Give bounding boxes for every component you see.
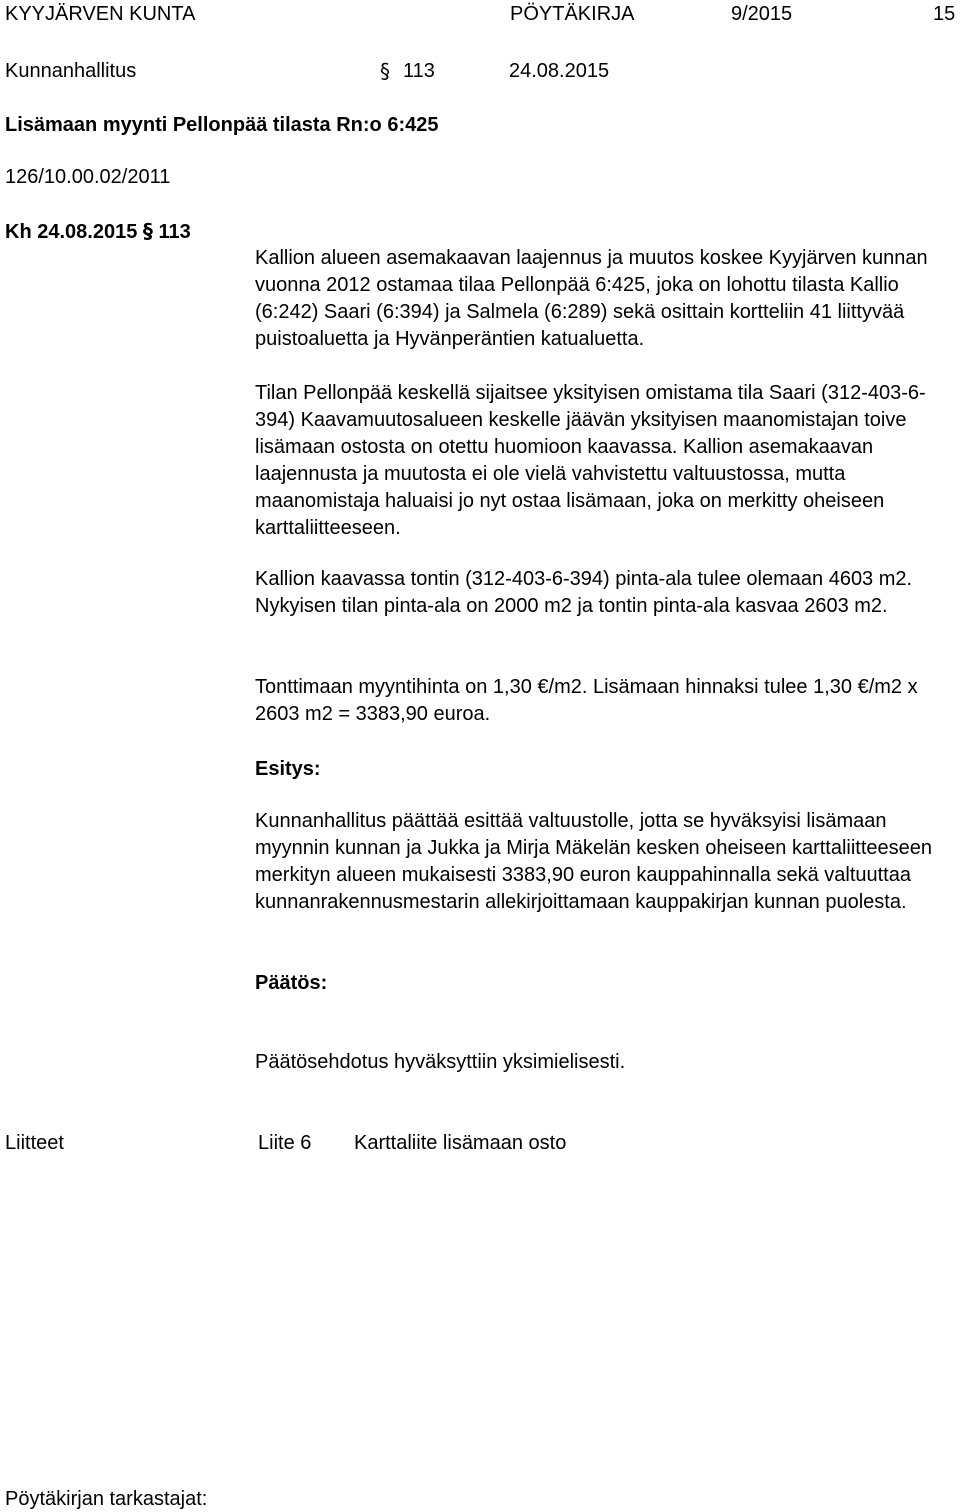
record-id: 126/10.00.02/2011: [5, 166, 171, 188]
attachments-label: Liitteet: [5, 1132, 64, 1154]
page-title: Lisämaan myynti Pellonpää tilasta Rn:o 6:425: [5, 114, 439, 136]
attachment-name: Karttaliite lisämaan osto: [354, 1132, 567, 1154]
proposal-heading: Esitys:: [255, 758, 321, 780]
paragraph-area: Kallion kaavassa tontin (312-403-6-394) pinta-ala tulee olemaan 4603 m2. Nykyisen tilan pinta-ala on 2000 m2 ja tontin pinta-ala kasvaa 2603 m2.: [255, 568, 913, 617]
reviewers-label: Pöytäkirjan tarkastajat:: [5, 1488, 208, 1510]
attachment-id: Liite 6: [258, 1132, 312, 1154]
document-type: PÖYTÄKIRJA: [510, 3, 635, 25]
municipality-name: KYYJÄRVEN KUNTA: [5, 3, 196, 25]
paragraph-background: Kallion alueen asemakaavan laajennus ja muutos koskee Kyyjärven kunnan vuonna 2012 ostamaa tilaa Pellonpää 6:425, joka on lohottu tilasta Kallio (6:242) Saari (6:394) ja Salmela (6:289) sekä osittain kortteliin 41 liittyvää puistoaluetta ja Hyvänperäntien katualuetta.: [255, 247, 928, 350]
meeting-body: Kunnanhallitus: [5, 60, 137, 82]
item-section-sign: §: [142, 219, 153, 243]
meeting-date: 24.08.2015: [509, 60, 610, 82]
page-number: 15: [933, 3, 956, 25]
document-number: 9/2015: [731, 3, 793, 25]
section-sign: §: [380, 59, 390, 83]
proposal-text: Kunnanhallitus päättää esittää valtuustolle, jotta se hyväksyisi lisämaan myynnin kunnan ja Jukka ja Mirja Mäkelän kesken oheiseen karttaliitteeseen merkityn alueen mukaisesti 3383,90 euron kauppahinnalla sekä valtuuttaa kunnanrakennusmestarin allekirjoittamaan kauppakirjan kunnan puolesta.: [255, 810, 933, 913]
paragraph-price: Tonttimaan myyntihinta on 1,30 €/m2. Lisämaan hinnaksi tulee 1,30 €/m2 x 2603 m2 = 3383,90 euroa.: [255, 676, 918, 725]
paragraph-landowner: Tilan Pellonpää keskellä sijaitsee yksityisen omistama tila Saari (312-403-6-394) Kaavamuutosalueen keskelle jäävän yksityisen maanomistajan toive lisämaan ostosta on otettu huomioon kaavassa. Kallion asemakaavan laajennusta ja muutosta ei ole vielä vahvistettu valtuustossa, mutta maanomistaja haluaisi jo nyt ostaa lisämaan, joka on merkitty oheiseen karttaliitteeseen.: [255, 382, 926, 539]
item-section-number: 113: [158, 221, 191, 243]
item-reference: [5, 218, 191, 245]
decision-text: Päätösehdotus hyväksyttiin yksimielisesti.: [255, 1051, 626, 1073]
item-reference-label: Kh 24.08.2015: [5, 221, 138, 243]
decision-heading: Päätös:: [255, 972, 328, 994]
section-number: 113: [403, 60, 435, 82]
